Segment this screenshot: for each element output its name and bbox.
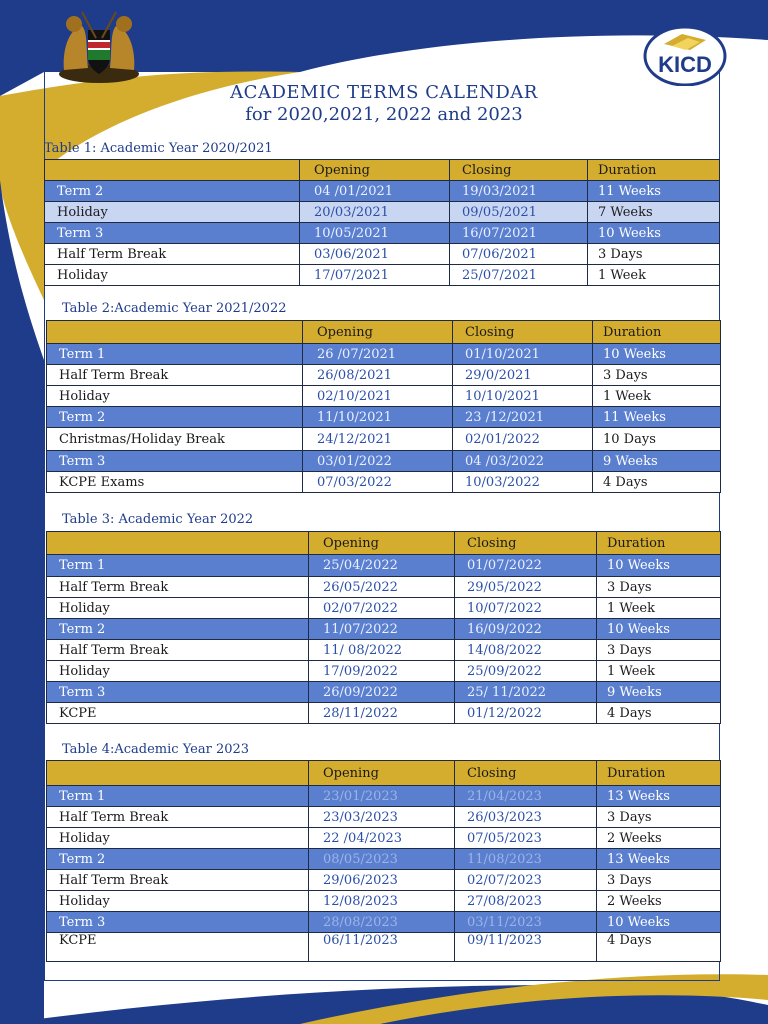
closing-date: 14/08/2022 xyxy=(455,640,597,661)
duration-value: 13 Weeks xyxy=(597,786,721,807)
table-row xyxy=(47,828,721,849)
opening-date: 26/08/2021 xyxy=(303,365,453,386)
opening-date: 23/01/2023 xyxy=(309,786,455,807)
opening-date: 04 /01/2021 xyxy=(300,181,450,202)
table-row xyxy=(47,912,721,933)
duration-value: 3 Days xyxy=(597,577,721,598)
closing-date: 01/12/2022 xyxy=(455,703,597,724)
table-row xyxy=(47,472,721,493)
opening-date: 22 /04/2023 xyxy=(309,828,455,849)
duration-value: 4 Days xyxy=(597,703,721,724)
opening-date: 28/11/2022 xyxy=(309,703,455,724)
duration-value: 11 Weeks xyxy=(593,407,721,428)
row-label: KCPE xyxy=(47,933,309,962)
row-label: Term 1 xyxy=(47,786,309,807)
table-row xyxy=(47,365,721,386)
duration-value: 3 Days xyxy=(597,870,721,891)
duration-value: 13 Weeks xyxy=(597,849,721,870)
closing-date: 03/11/2023 xyxy=(455,912,597,933)
duration-value: 2 Weeks xyxy=(597,891,721,912)
header-closing: Closing xyxy=(455,761,597,786)
table-row xyxy=(45,223,720,244)
table-row xyxy=(47,451,721,472)
table-row xyxy=(47,640,721,661)
closing-date: 29/05/2022 xyxy=(455,577,597,598)
opening-date: 28/08/2023 xyxy=(309,912,455,933)
closing-date: 25/ 11/2022 xyxy=(455,682,597,703)
row-label: Holiday xyxy=(47,828,309,849)
table-4-caption: Table 4:Academic Year 2023 xyxy=(62,742,250,757)
closing-date: 01/07/2022 xyxy=(455,555,597,577)
row-label: Holiday xyxy=(45,265,300,286)
header-duration: Duration xyxy=(593,321,721,344)
table-1-caption: Table 1: Academic Year 2020/2021 xyxy=(44,141,273,156)
page-subtitle: for 2020,2021, 2022 and 2023 xyxy=(245,104,523,125)
duration-value: 10 Weeks xyxy=(588,223,720,244)
table-row xyxy=(47,807,721,828)
table-row xyxy=(47,598,721,619)
duration-value: 11 Weeks xyxy=(588,181,720,202)
row-label: Half Term Break xyxy=(47,577,309,598)
table-row xyxy=(47,619,721,640)
row-label: Term 2 xyxy=(47,849,309,870)
duration-value: 10 Days xyxy=(593,428,721,451)
duration-value: 10 Weeks xyxy=(597,912,721,933)
row-label: Christmas/Holiday Break xyxy=(47,428,303,451)
opening-date: 07/03/2022 xyxy=(303,472,453,493)
duration-value: 1 Week xyxy=(597,598,721,619)
opening-date: 20/03/2021 xyxy=(300,202,450,223)
closing-date: 09/05/2021 xyxy=(450,202,588,223)
table-row xyxy=(47,849,721,870)
header-duration: Duration xyxy=(597,761,721,786)
closing-date: 19/03/2021 xyxy=(450,181,588,202)
row-label: Holiday xyxy=(47,891,309,912)
row-label: Term 1 xyxy=(47,555,309,577)
opening-date: 24/12/2021 xyxy=(303,428,453,451)
header-blank-cell xyxy=(47,321,303,344)
calendar-table-2021-2022 xyxy=(46,320,721,493)
table-row xyxy=(47,555,721,577)
opening-date: 26/09/2022 xyxy=(309,682,455,703)
row-label: Term 2 xyxy=(45,181,300,202)
header-duration: Duration xyxy=(588,160,720,181)
header-opening: Opening xyxy=(303,321,453,344)
closing-date: 01/10/2021 xyxy=(453,344,593,365)
opening-date: 17/09/2022 xyxy=(309,661,455,682)
row-label: Half Term Break xyxy=(47,365,303,386)
opening-date: 29/06/2023 xyxy=(309,870,455,891)
row-label: Term 2 xyxy=(47,407,303,428)
page-title: ACADEMIC TERMS CALENDAR xyxy=(230,82,538,103)
opening-date: 11/07/2022 xyxy=(309,619,455,640)
table-row xyxy=(47,933,721,962)
header-opening: Opening xyxy=(309,761,455,786)
table-row xyxy=(47,661,721,682)
opening-date: 25/04/2022 xyxy=(309,555,455,577)
opening-date: 23/03/2023 xyxy=(309,807,455,828)
closing-date: 02/07/2023 xyxy=(455,870,597,891)
closing-date: 10/10/2021 xyxy=(453,386,593,407)
opening-date: 08/05/2023 xyxy=(309,849,455,870)
row-label: Term 3 xyxy=(47,682,309,703)
table-row xyxy=(47,870,721,891)
duration-value: 3 Days xyxy=(593,365,721,386)
table-row xyxy=(47,703,721,724)
closing-date: 10/07/2022 xyxy=(455,598,597,619)
closing-date: 09/11/2023 xyxy=(455,933,597,962)
header-closing: Closing xyxy=(455,532,597,555)
header-blank-cell xyxy=(47,532,309,555)
table-row xyxy=(47,407,721,428)
table-row xyxy=(45,244,720,265)
closing-date: 11/08/2023 xyxy=(455,849,597,870)
opening-date: 26 /07/2021 xyxy=(303,344,453,365)
closing-date: 16/09/2022 xyxy=(455,619,597,640)
closing-date: 25/09/2022 xyxy=(455,661,597,682)
closing-date: 29/0/2021 xyxy=(453,365,593,386)
row-label: Half Term Break xyxy=(47,807,309,828)
duration-value: 3 Days xyxy=(597,807,721,828)
closing-date: 26/03/2023 xyxy=(455,807,597,828)
closing-date: 10/03/2022 xyxy=(453,472,593,493)
row-label: Holiday xyxy=(47,386,303,407)
duration-value: 10 Weeks xyxy=(597,619,721,640)
duration-value: 4 Days xyxy=(593,472,721,493)
duration-value: 10 Weeks xyxy=(597,555,721,577)
row-label: Term 3 xyxy=(47,451,303,472)
header-closing: Closing xyxy=(450,160,588,181)
table-header-row xyxy=(47,321,721,344)
table-header-row xyxy=(47,532,721,555)
duration-value: 7 Weeks xyxy=(588,202,720,223)
logo-text: KICD xyxy=(658,52,712,77)
table-row xyxy=(45,202,720,223)
duration-value: 1 Week xyxy=(588,265,720,286)
table-row xyxy=(45,181,720,202)
closing-date: 25/07/2021 xyxy=(450,265,588,286)
opening-date: 06/11/2023 xyxy=(309,933,455,962)
opening-date: 17/07/2021 xyxy=(300,265,450,286)
table-row xyxy=(47,386,721,407)
duration-value: 3 Days xyxy=(597,640,721,661)
opening-date: 11/10/2021 xyxy=(303,407,453,428)
header-opening: Opening xyxy=(300,160,450,181)
opening-date: 03/01/2022 xyxy=(303,451,453,472)
opening-date: 12/08/2023 xyxy=(309,891,455,912)
header-duration: Duration xyxy=(597,532,721,555)
row-label: Holiday xyxy=(45,202,300,223)
table-row xyxy=(47,786,721,807)
duration-value: 1 Week xyxy=(597,661,721,682)
calendar-table-2020-2021 xyxy=(44,159,720,286)
header-blank-cell xyxy=(47,761,309,786)
header-blank-cell xyxy=(45,160,300,181)
closing-date: 07/06/2021 xyxy=(450,244,588,265)
row-label: Term 3 xyxy=(45,223,300,244)
closing-date: 02/01/2022 xyxy=(453,428,593,451)
duration-value: 1 Week xyxy=(593,386,721,407)
table-row xyxy=(47,428,721,451)
opening-date: 02/10/2021 xyxy=(303,386,453,407)
table-header-row xyxy=(47,761,721,786)
duration-value: 3 Days xyxy=(588,244,720,265)
duration-value: 9 Weeks xyxy=(593,451,721,472)
table-row xyxy=(45,265,720,286)
closing-date: 04 /03/2022 xyxy=(453,451,593,472)
table-row xyxy=(47,344,721,365)
opening-date: 11/ 08/2022 xyxy=(309,640,455,661)
duration-value: 4 Days xyxy=(597,933,721,962)
row-label: KCPE xyxy=(47,703,309,724)
row-label: Half Term Break xyxy=(47,640,309,661)
calendar-table-2023 xyxy=(46,760,721,962)
closing-date: 23 /12/2021 xyxy=(453,407,593,428)
table-row xyxy=(47,891,721,912)
opening-date: 02/07/2022 xyxy=(309,598,455,619)
table-header-row xyxy=(45,160,720,181)
row-label: Half Term Break xyxy=(47,870,309,891)
calendar-table-2022 xyxy=(46,531,721,724)
closing-date: 16/07/2021 xyxy=(450,223,588,244)
closing-date: 07/05/2023 xyxy=(455,828,597,849)
closing-date: 27/08/2023 xyxy=(455,891,597,912)
table-3-caption: Table 3: Academic Year 2022 xyxy=(62,512,254,527)
row-label: Term 3 xyxy=(47,912,309,933)
header-closing: Closing xyxy=(453,321,593,344)
row-label: Term 1 xyxy=(47,344,303,365)
header-opening: Opening xyxy=(309,532,455,555)
opening-date: 26/05/2022 xyxy=(309,577,455,598)
duration-value: 10 Weeks xyxy=(593,344,721,365)
table-2-caption: Table 2:Academic Year 2021/2022 xyxy=(62,301,287,316)
table-row xyxy=(47,577,721,598)
row-label: KCPE Exams xyxy=(47,472,303,493)
opening-date: 10/05/2021 xyxy=(300,223,450,244)
row-label: Term 2 xyxy=(47,619,309,640)
duration-value: 9 Weeks xyxy=(597,682,721,703)
closing-date: 21/04/2023 xyxy=(455,786,597,807)
table-row xyxy=(47,682,721,703)
opening-date: 03/06/2021 xyxy=(300,244,450,265)
row-label: Holiday xyxy=(47,661,309,682)
row-label: Half Term Break xyxy=(45,244,300,265)
duration-value: 2 Weeks xyxy=(597,828,721,849)
row-label: Holiday xyxy=(47,598,309,619)
